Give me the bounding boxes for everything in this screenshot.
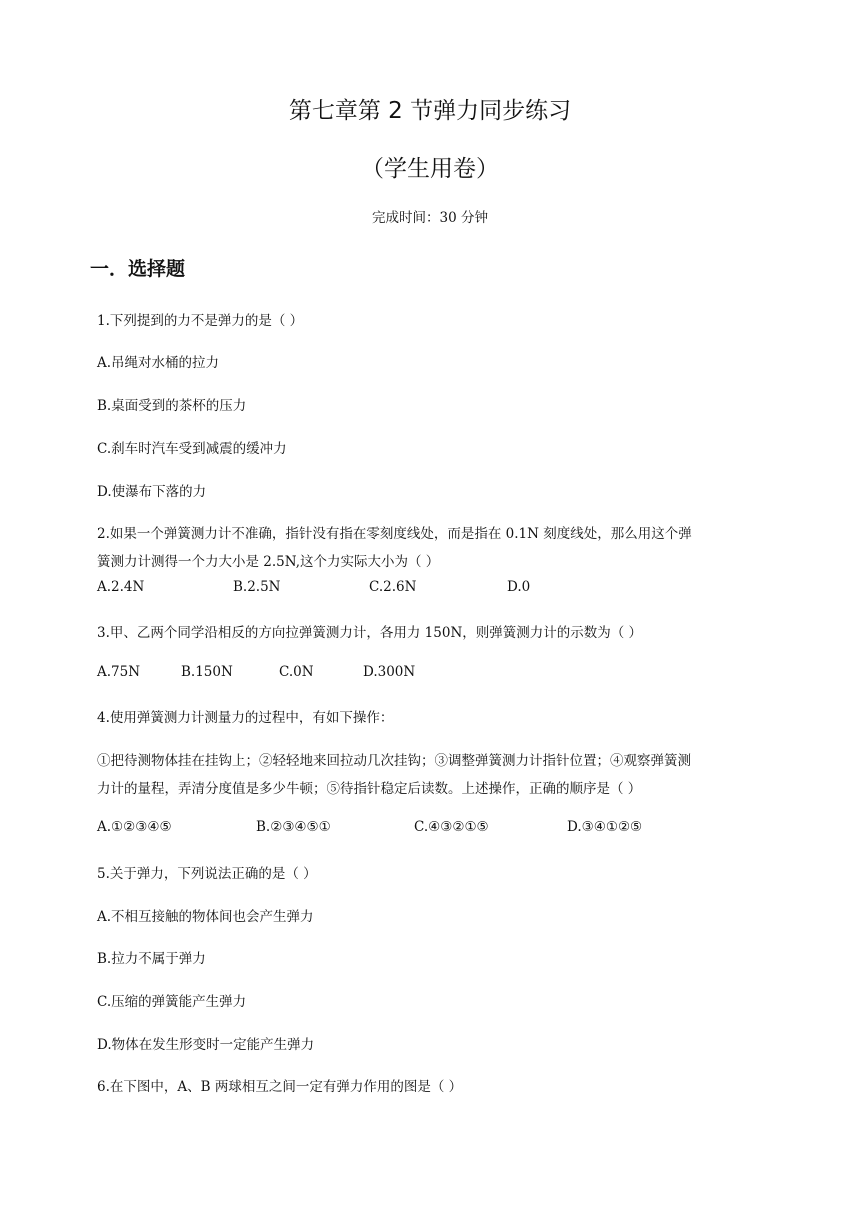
question-5-option-d: D.物体在发生形变时一定能产生弹力	[97, 1037, 315, 1053]
question-3-option-d: D.300N	[363, 664, 416, 680]
question-5-option-c: C.压缩的弹簧能产生弹力	[97, 994, 247, 1010]
question-3-stem: 3.甲、乙两个同学沿相反的方向拉弹簧测力计，各用力 150N，则弹簧测力计的示数为（ ）	[97, 625, 643, 641]
question-4-stem: 4.使用弹簧测力计测量力的过程中，有如下操作：	[97, 710, 394, 726]
question-5-option-b: B.拉力不属于弹力	[97, 951, 206, 967]
question-3-option-b: B.150N	[181, 664, 233, 680]
question-1-stem: 1.下列提到的力不是弹力的是（ ）	[97, 313, 304, 329]
page-title: 第七章第 2 节弹力同步练习	[288, 98, 572, 124]
question-4-steps-line2: 力计的量程，弄清分度值是多少牛顿；⑤待指针稳定后读数。上述操作，正确的顺序是（ ）	[97, 781, 642, 797]
question-2-option-d: D.0	[507, 579, 531, 595]
question-1-option-d: D.使瀑布下落的力	[97, 484, 207, 500]
question-4-option-a: A.①②③④⑤	[97, 819, 172, 835]
question-4-option-c: C.④③②①⑤	[414, 819, 489, 835]
question-2-stem-line1: 2.如果一个弹簧测力计不准确，指针没有指在零刻度线处，而是指在 0.1N 刻度线处，那么用这个弹	[97, 526, 692, 542]
question-5-option-a: A.不相互接触的物体间也会产生弹力	[97, 909, 314, 925]
question-1-option-b: B.桌面受到的茶杯的压力	[97, 398, 247, 414]
section-heading: 一．选择题	[90, 258, 186, 280]
question-2-option-b: B.2.5N	[233, 579, 281, 595]
page-subtitle: （学生用卷）	[361, 156, 499, 182]
question-2-stem-line2: 簧测力计测得一个力大小是 2.5N,这个力实际大小为（ ）	[97, 554, 440, 570]
question-3-option-c: C.0N	[279, 664, 314, 680]
question-3-option-a: A.75N	[97, 664, 141, 680]
completion-time: 完成时间：30 分钟	[372, 210, 488, 226]
question-1-option-c: C.刹车时汽车受到减震的缓冲力	[97, 441, 287, 457]
question-1-option-a: A.吊绳对水桶的拉力	[97, 355, 220, 371]
question-4-option-b: B.②③④⑤①	[256, 819, 331, 835]
question-5-stem: 5.关于弹力，下列说法正确的是（ ）	[97, 866, 317, 882]
question-4-steps-line1: ①把待测物体挂在挂钩上；②轻轻地来回拉动几次挂钩；③调整弹簧测力计指针位置；④观察弹簧测	[97, 753, 691, 769]
question-4-option-d: D.③④①②⑤	[567, 819, 643, 835]
question-2-option-a: A.2.4N	[97, 579, 145, 595]
question-6-stem: 6.在下图中，A、B 两球相互之间一定有弹力作用的图是（ ）	[97, 1079, 463, 1095]
question-2-option-c: C.2.6N	[369, 579, 417, 595]
